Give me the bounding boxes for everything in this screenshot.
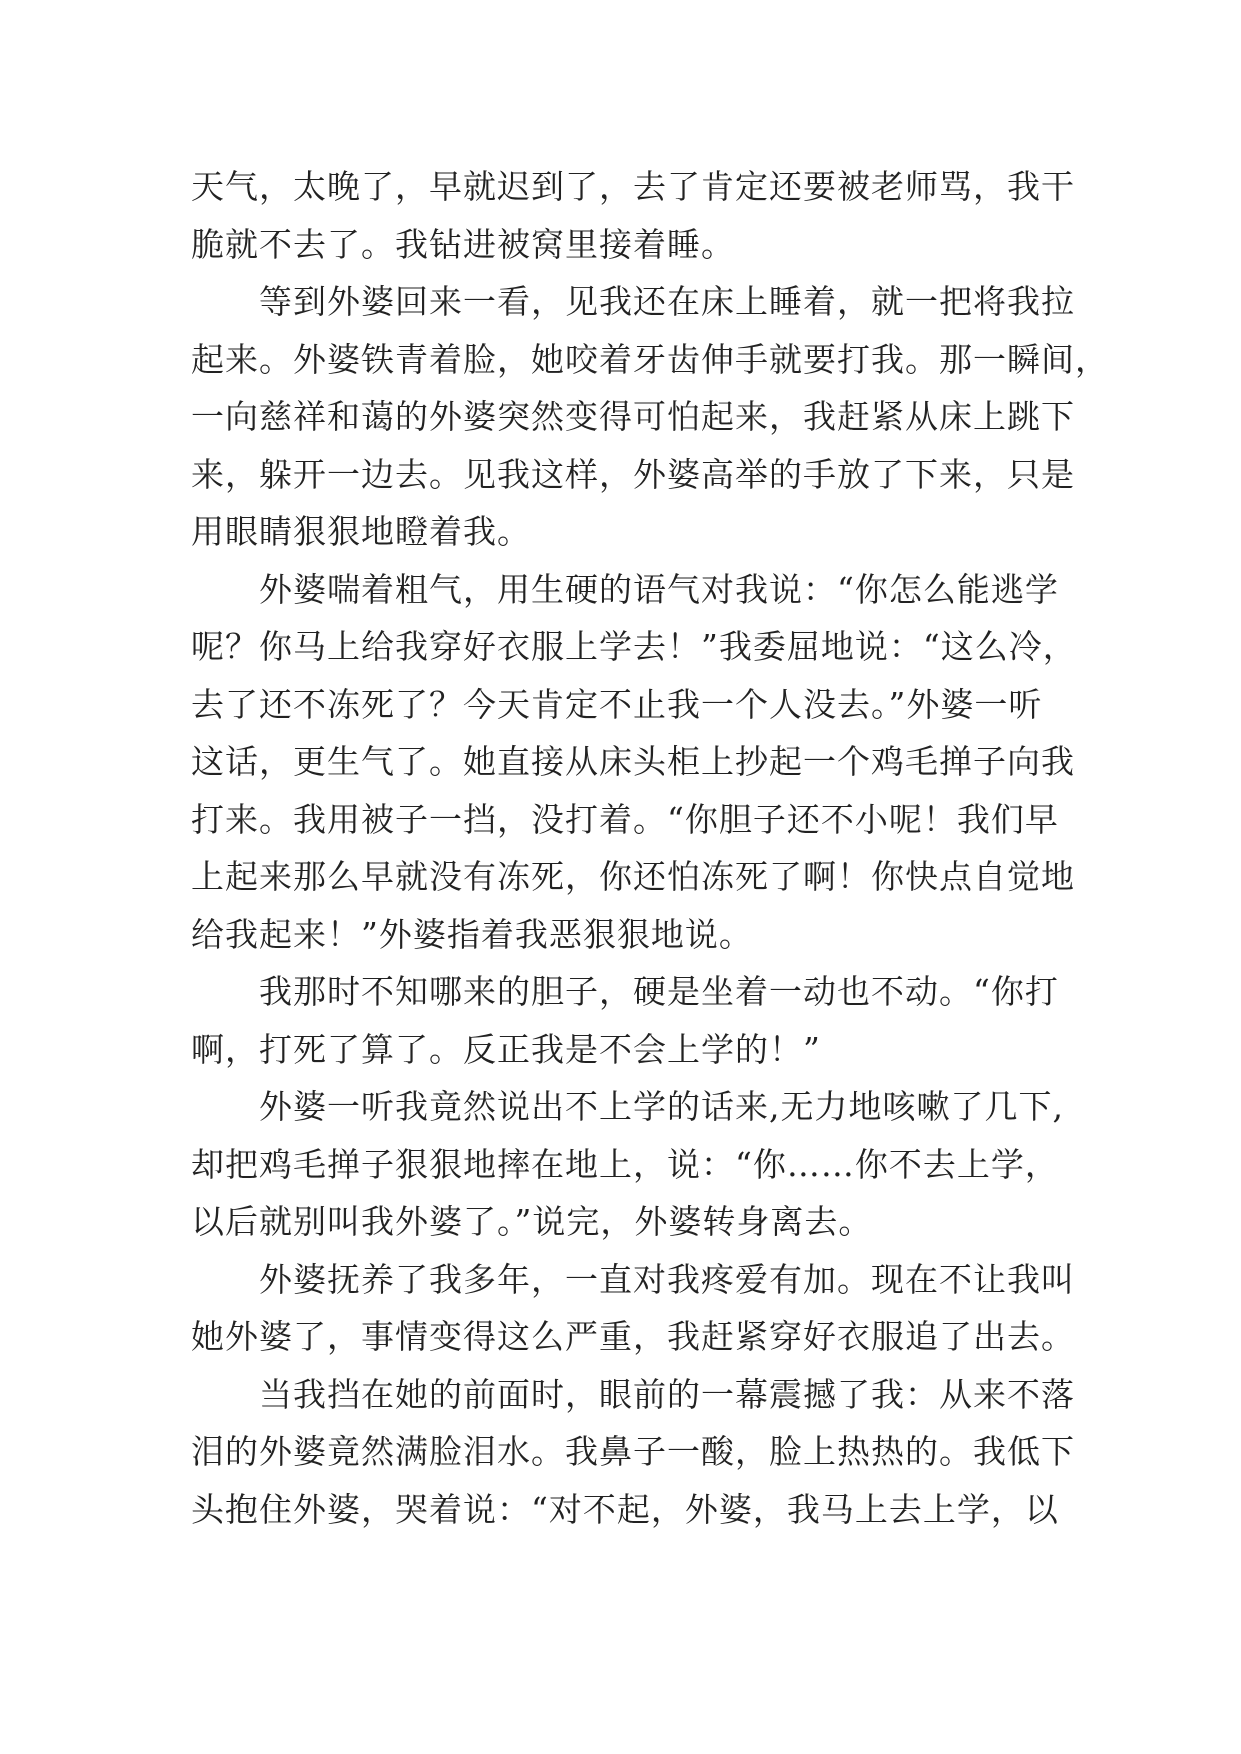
text-line: 去了还不冻死了？今天肯定不止我一个人没去。”外婆一听 <box>191 684 1043 724</box>
text-line: 一向慈祥和蔼的外婆突然变得可怕起来，我赶紧从床上跳下 <box>191 397 1075 436</box>
text-line: 以后就别叫我外婆了。”说完，外婆转身离去。 <box>191 1202 873 1241</box>
text-line: 给我起来！”外婆指着我恶狠狠地说。 <box>191 914 753 954</box>
text-line: 用眼睛狠狠地瞪着我。 <box>191 512 531 551</box>
paragraph-start-line: 外婆喘着粗气，用生硬的语气对我说：“你怎么能逃学 <box>259 569 1059 609</box>
text-line: 却把鸡毛掸子狠狠地摔在地上，说：“你……你不去上学， <box>191 1144 1059 1184</box>
paragraph-start-line: 外婆抚养了我多年，一直对我疼爱有加。现在不让我叫 <box>259 1259 1075 1299</box>
paragraph-start-line: 等到外婆回来一看，见我还在床上睡着，就一把将我拉 <box>259 282 1075 321</box>
text-line: 来，躲开一边去。见我这样，外婆高举的手放了下来，只是 <box>191 454 1075 494</box>
text-line: 脆就不去了。我钻进被窝里接着睡。 <box>191 224 735 264</box>
text-line: 这话，更生气了。她直接从床头柜上抄起一个鸡毛掸子向我 <box>191 742 1075 781</box>
text-line: 天气，太晚了，早就迟到了，去了肯定还要被老师骂，我干 <box>191 167 1075 206</box>
paragraph-start-line: 我那时不知哪来的胆子，硬是坐着一动也不动。“你打 <box>259 972 1059 1011</box>
text-line: 上起来那么早就没有冻死，你还怕冻死了啊！你快点自觉地 <box>191 857 1075 896</box>
text-line: 泪的外婆竟然满脸泪水。我鼻子一酸，脸上热热的。我低下 <box>191 1432 1075 1471</box>
text-line: 头抱住外婆，哭着说：“对不起，外婆，我马上去上学，以 <box>191 1489 1059 1529</box>
text-line: 打来。我用被子一挡，没打着。“你胆子还不小呢！我们早 <box>191 799 1059 839</box>
text-line: 她外婆了，事情变得这么严重，我赶紧穿好衣服追了出去。 <box>191 1317 1075 1356</box>
paragraph-start-line: 当我挡在她的前面时，眼前的一幕震撼了我：从来不落 <box>259 1374 1075 1414</box>
text-line: 啊，打死了算了。反正我是不会上学的！” <box>191 1029 821 1069</box>
body-text <box>191 158 1109 1538</box>
text-line: 呢？你马上给我穿好衣服上学去！”我委屈地说：“这么冷， <box>191 627 1077 666</box>
text-line: 起来。外婆铁青着脸，她咬着牙齿伸手就要打我。那一瞬间， <box>191 339 1109 379</box>
paragraph-start-line: 外婆一听我竟然说出不上学的话来,无力地咳嗽了几下, <box>259 1087 1064 1126</box>
